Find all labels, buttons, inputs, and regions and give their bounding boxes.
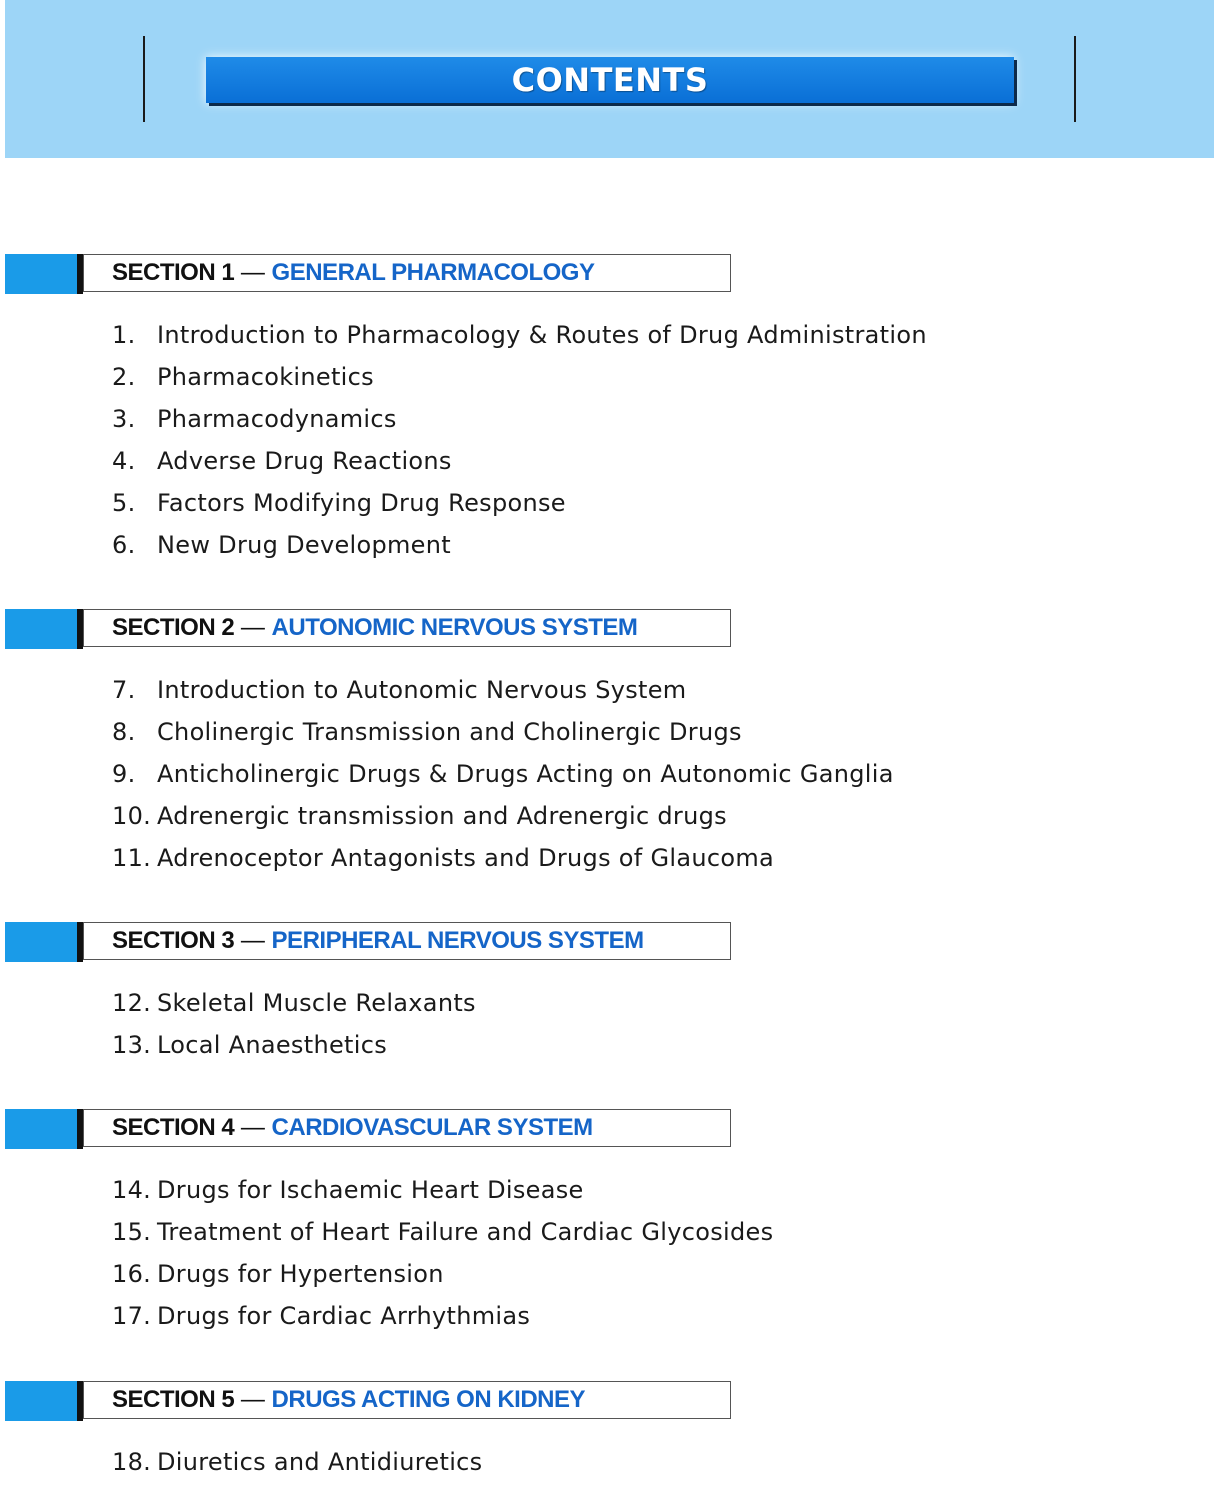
toc-item[interactable] (112, 1302, 530, 1330)
section-dash: — (234, 1386, 272, 1413)
section-label: SECTION 2 (112, 614, 235, 641)
toc-item-number: 2. (112, 363, 136, 391)
header-left-rule (143, 36, 145, 122)
toc-item-number: 18. (112, 1448, 152, 1476)
toc-item-title: Adverse Drug Reactions (157, 447, 452, 475)
section-name: GENERAL PHARMACOLOGY (271, 259, 595, 286)
toc-item-title: Local Anaesthetics (157, 1031, 388, 1059)
section-name: CARDIOVASCULAR SYSTEM (271, 1114, 593, 1141)
toc-item-number: 14. (112, 1176, 152, 1204)
toc-item[interactable] (112, 1031, 387, 1059)
toc-item[interactable] (112, 489, 566, 517)
toc-item[interactable] (112, 989, 476, 1017)
toc-item-number: 7. (112, 676, 136, 704)
section-title-box (83, 1109, 731, 1147)
toc-item-number: 1. (112, 321, 136, 349)
toc-item-number: 15. (112, 1218, 152, 1246)
toc-item[interactable] (112, 802, 727, 830)
section-title-box (83, 1381, 731, 1419)
section-label: SECTION 1 (112, 259, 235, 286)
toc-item-number: 16. (112, 1260, 152, 1288)
section-dash: — (234, 259, 272, 286)
toc-item-number: 10. (112, 802, 152, 830)
section-title-box (83, 254, 731, 292)
toc-item[interactable] (112, 405, 397, 433)
section-name: AUTONOMIC NERVOUS SYSTEM (271, 614, 638, 641)
toc-item-title: Drugs for Ischaemic Heart Disease (157, 1176, 584, 1204)
toc-item-title: Skeletal Muscle Relaxants (157, 989, 476, 1017)
toc-item-number: 13. (112, 1031, 152, 1059)
toc-item-title: Pharmacokinetics (157, 363, 374, 391)
page-title: CONTENTS (511, 61, 709, 99)
toc-item-title: Diuretics and Antidiuretics (157, 1448, 483, 1476)
section-name: DRUGS ACTING ON KIDNEY (271, 1386, 586, 1413)
toc-item[interactable] (112, 1176, 584, 1204)
section-header-5 (5, 1381, 732, 1421)
toc-item-title: New Drug Development (157, 531, 451, 559)
section-header-2 (5, 609, 732, 649)
toc-item[interactable] (112, 1260, 444, 1288)
section-tab (5, 254, 83, 294)
toc-item-number: 4. (112, 447, 136, 475)
toc-item-number: 11. (112, 844, 152, 872)
section-title-box (83, 922, 731, 960)
toc-item-title: Introduction to Pharmacology & Routes of Drug Administration (157, 321, 927, 349)
toc-item[interactable] (112, 447, 452, 475)
section-tab (5, 1109, 83, 1149)
toc-item[interactable] (112, 718, 742, 746)
section-dash: — (234, 614, 272, 641)
contents-title-bar (206, 57, 1014, 103)
toc-item[interactable] (112, 531, 451, 559)
section-tab (5, 609, 83, 649)
header-right-rule (1074, 36, 1076, 122)
toc-item-number: 8. (112, 718, 136, 746)
section-header-1 (5, 254, 732, 294)
toc-item-title: Adrenergic transmission and Adrenergic drugs (157, 802, 727, 830)
toc-item-title: Drugs for Cardiac Arrhythmias (157, 1302, 531, 1330)
toc-item-number: 17. (112, 1302, 152, 1330)
toc-item-title: Pharmacodynamics (157, 405, 397, 433)
section-tab (5, 1381, 83, 1421)
section-header-3 (5, 922, 732, 962)
toc-item-title: Introduction to Autonomic Nervous System (157, 676, 687, 704)
section-label: SECTION 4 (112, 1114, 235, 1141)
toc-item[interactable] (112, 363, 374, 391)
toc-item[interactable] (112, 844, 774, 872)
toc-item[interactable] (112, 321, 927, 349)
section-tab (5, 922, 83, 962)
toc-item-title: Treatment of Heart Failure and Cardiac Glycosides (157, 1218, 774, 1246)
section-dash: — (234, 1114, 272, 1141)
toc-item-title: Drugs for Hypertension (157, 1260, 444, 1288)
section-name: PERIPHERAL NERVOUS SYSTEM (271, 927, 644, 954)
toc-item-number: 12. (112, 989, 152, 1017)
toc-item-title: Adrenoceptor Antagonists and Drugs of Glaucoma (157, 844, 775, 872)
toc-item[interactable] (112, 1448, 482, 1476)
toc-item-number: 5. (112, 489, 136, 517)
section-dash: — (234, 927, 272, 954)
toc-item[interactable] (112, 676, 687, 704)
toc-item-title: Factors Modifying Drug Response (157, 489, 566, 517)
toc-item[interactable] (112, 760, 894, 788)
toc-item-number: 3. (112, 405, 136, 433)
section-header-4 (5, 1109, 732, 1149)
section-label: SECTION 5 (112, 1386, 235, 1413)
toc-item[interactable] (112, 1218, 773, 1246)
toc-item-number: 9. (112, 760, 136, 788)
toc-item-title: Anticholinergic Drugs & Drugs Acting on Autonomic Ganglia (157, 760, 894, 788)
toc-item-title: Cholinergic Transmission and Cholinergic Drugs (157, 718, 742, 746)
toc-item-number: 6. (112, 531, 136, 559)
section-title-box (83, 609, 731, 647)
section-label: SECTION 3 (112, 927, 235, 954)
